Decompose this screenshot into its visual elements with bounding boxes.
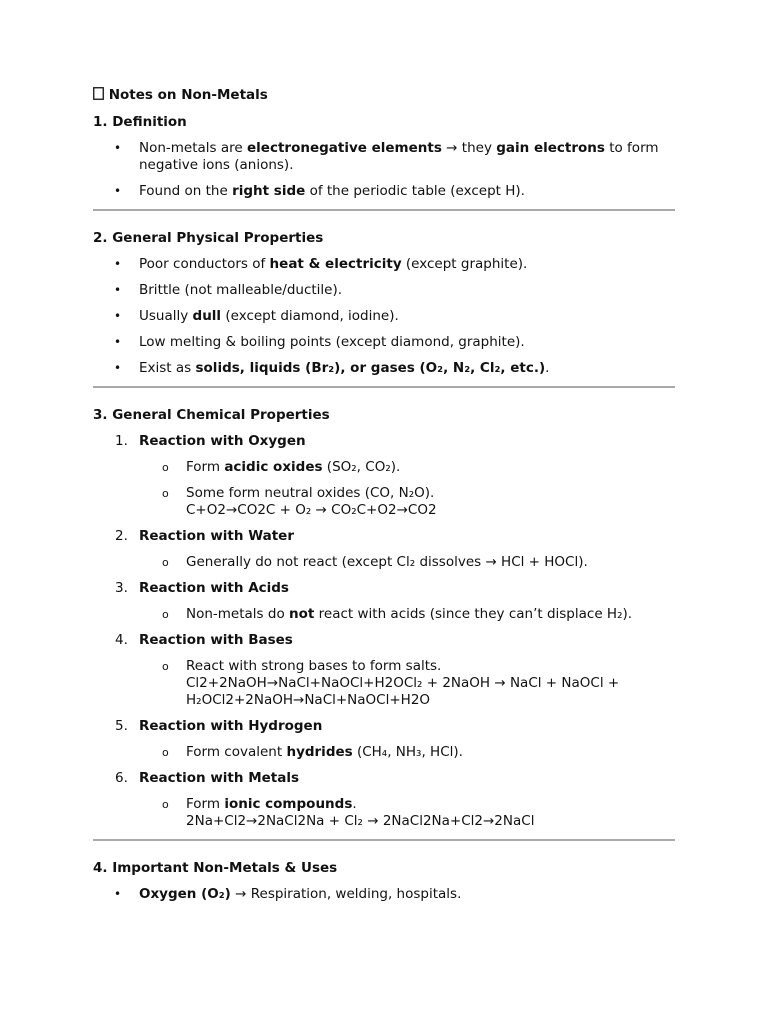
numbered-item: [93, 528, 675, 545]
section-physical-properties: [93, 229, 675, 388]
text: Form: [186, 459, 225, 475]
list-item: [93, 256, 675, 273]
list-item: [93, 183, 675, 200]
bullet-list: [93, 886, 675, 903]
formula: 2Na+Cl2→2NaCl2Na + Cl₂ → 2NaCl2Na+Cl2→2NaCl: [186, 813, 535, 829]
section-chemical-properties: [93, 406, 675, 841]
document-title-text: Notes on Non-Metals: [108, 87, 268, 103]
text: Found on the: [139, 183, 233, 199]
text: Brittle (not malleable/ductile).: [139, 282, 343, 298]
text: Low melting & boiling points (except diamond, graphite).: [139, 334, 525, 350]
item-number: 4.: [115, 632, 128, 648]
item-label: Reaction with Hydrogen: [139, 718, 323, 734]
text: of the periodic table (except H).: [305, 183, 525, 199]
text: .: [545, 360, 550, 376]
item-number: 6.: [115, 770, 128, 786]
bold-text: solids, liquids (Br₂), or gases (O₂, N₂, Cl₂, etc.): [195, 360, 546, 376]
list-item: [93, 606, 675, 623]
text: React with strong bases to form salts.: [186, 658, 442, 674]
numbered-item: [93, 580, 675, 597]
text: (except diamond, iodine).: [221, 308, 399, 324]
list-item: [93, 140, 675, 174]
text: Non-metals do: [186, 606, 290, 622]
list-item: [93, 658, 675, 709]
numbered-item: [93, 632, 675, 649]
text: Non-metals are: [139, 140, 248, 156]
section-heading: 4. Important Non-Metals & Uses: [93, 860, 338, 876]
list-item: [93, 334, 675, 351]
sub-list: [93, 459, 675, 519]
text: (SO₂, CO₂).: [322, 459, 401, 475]
formula: H₂OCl2+2NaOH→NaCl+NaOCl+H2O: [186, 692, 431, 708]
sub-list: [93, 606, 675, 623]
section-heading: 3. General Chemical Properties: [93, 407, 330, 423]
list-item: [93, 554, 675, 571]
bold-text: acidic oxides: [224, 459, 323, 475]
bold-text: gain electrons: [496, 140, 605, 156]
numbered-item: [93, 718, 675, 735]
text: (except graphite).: [401, 256, 528, 272]
section-important-non-metals: [93, 859, 675, 903]
text: Form: [186, 796, 225, 812]
formula: C+O2→CO2C + O₂ → CO₂C+O2→CO2: [186, 502, 437, 518]
bold-text: hydrides: [286, 744, 353, 760]
text: Poor conductors of: [139, 256, 270, 272]
list-item: [93, 282, 675, 299]
bold-text: dull: [192, 308, 222, 324]
bold-text: ionic compounds: [224, 796, 353, 812]
list-item: [93, 886, 675, 903]
formula: Cl2+2NaOH→NaCl+NaOCl+H2OCl₂ + 2NaOH → NaCl + NaOCl +: [186, 675, 620, 691]
text: Usually: [139, 308, 193, 324]
sub-list: [93, 796, 675, 830]
list-item: [93, 796, 675, 830]
text: Generally do not react (except Cl₂ dissolves → HCl + HOCl).: [186, 554, 588, 570]
item-label: Reaction with Oxygen: [139, 433, 306, 449]
bold-text: right side: [232, 183, 306, 199]
item-number: 2.: [115, 528, 128, 544]
bullet-list: [93, 140, 675, 200]
item-label: Reaction with Acids: [139, 580, 289, 596]
item-number: 3.: [115, 580, 128, 596]
bold-text: electronegative elements: [247, 140, 442, 156]
text: (CH₄, NH₃, HCl).: [352, 744, 463, 760]
sub-list: [93, 554, 675, 571]
list-item: [93, 459, 675, 476]
bullet-list: [93, 256, 675, 377]
item-number: 5.: [115, 718, 128, 734]
item-label: Reaction with Metals: [139, 770, 300, 786]
item-label: Reaction with Bases: [139, 632, 293, 648]
document-title: [93, 86, 675, 104]
sub-list: [93, 744, 675, 761]
list-item: [93, 360, 675, 377]
section-heading: 2. General Physical Properties: [93, 230, 324, 246]
bold-text: heat & electricity: [269, 256, 402, 272]
text: Some form neutral oxides (CO, N₂O).: [186, 485, 435, 501]
text: Form covalent: [186, 744, 287, 760]
text: react with acids (since they can’t displace H₂).: [314, 606, 633, 622]
text: to form negative ions (anions).: [139, 140, 659, 173]
bold-text: Oxygen (O₂): [139, 886, 231, 902]
sub-list: [93, 658, 675, 709]
list-item: [93, 485, 675, 519]
text: .: [352, 796, 357, 812]
text: → Respiration, welding, hospitals.: [230, 886, 462, 902]
notes-icon: [93, 87, 109, 103]
numbered-item: [93, 770, 675, 787]
document-content: [93, 86, 675, 912]
numbered-item: [93, 433, 675, 450]
bold-text: not: [289, 606, 315, 622]
list-item: [93, 308, 675, 325]
section-heading: 1. Definition: [93, 114, 187, 130]
text: Exist as: [139, 360, 196, 376]
text: → they: [441, 140, 497, 156]
item-number: 1.: [115, 433, 128, 449]
item-label: Reaction with Water: [139, 528, 294, 544]
list-item: [93, 744, 675, 761]
section-definition: [93, 113, 675, 211]
